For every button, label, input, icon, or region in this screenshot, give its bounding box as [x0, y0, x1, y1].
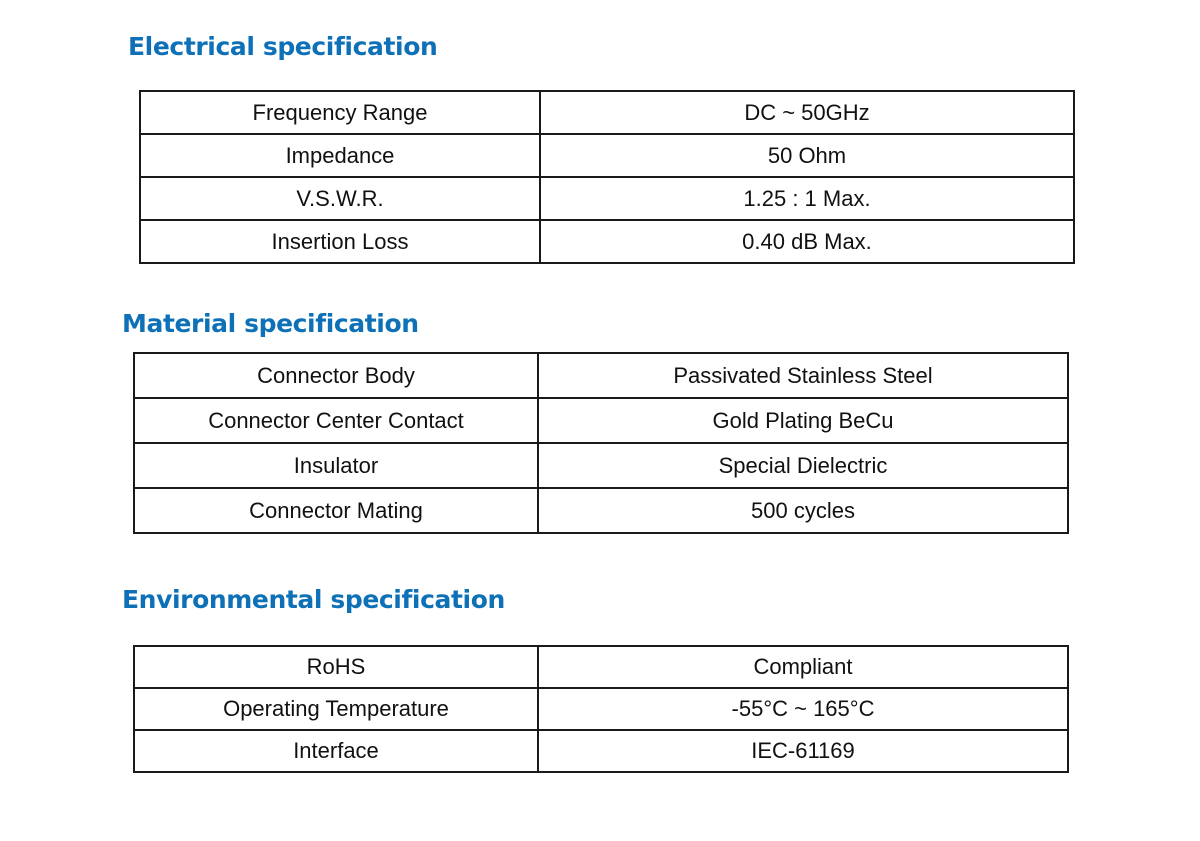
spec-label: Insertion Loss — [140, 220, 540, 263]
electrical-spec-heading: Electrical specification — [128, 32, 438, 61]
spec-value: -55°C ~ 165°C — [538, 688, 1068, 730]
table-row — [140, 177, 1074, 220]
spec-label: Connector Mating — [134, 488, 538, 533]
spec-label: Impedance — [140, 134, 540, 177]
electrical-spec-table — [139, 90, 1075, 264]
spec-value: 500 cycles — [538, 488, 1068, 533]
table-row — [134, 488, 1068, 533]
spec-value: 50 Ohm — [540, 134, 1074, 177]
environmental-spec-heading: Environmental specification — [122, 585, 505, 614]
spec-label: Frequency Range — [140, 91, 540, 134]
material-spec-heading: Material specification — [122, 309, 419, 338]
spec-value: 0.40 dB Max. — [540, 220, 1074, 263]
spec-value: Passivated Stainless Steel — [538, 353, 1068, 398]
spec-label: Connector Center Contact — [134, 398, 538, 443]
spec-value: Compliant — [538, 646, 1068, 688]
table-row — [140, 91, 1074, 134]
environmental-spec-table — [133, 645, 1069, 773]
table-row — [134, 398, 1068, 443]
spec-label: Insulator — [134, 443, 538, 488]
table-row — [134, 730, 1068, 772]
spec-label: Operating Temperature — [134, 688, 538, 730]
spec-value: 1.25 : 1 Max. — [540, 177, 1074, 220]
table-row — [134, 646, 1068, 688]
spec-label: Connector Body — [134, 353, 538, 398]
spec-value: Gold Plating BeCu — [538, 398, 1068, 443]
spec-label: V.S.W.R. — [140, 177, 540, 220]
material-spec-table — [133, 352, 1069, 534]
spec-value: DC ~ 50GHz — [540, 91, 1074, 134]
spec-label: Interface — [134, 730, 538, 772]
table-row — [134, 688, 1068, 730]
spec-value: IEC-61169 — [538, 730, 1068, 772]
table-row — [140, 134, 1074, 177]
table-row — [134, 443, 1068, 488]
table-row — [134, 353, 1068, 398]
spec-label: RoHS — [134, 646, 538, 688]
table-row — [140, 220, 1074, 263]
spec-value: Special Dielectric — [538, 443, 1068, 488]
